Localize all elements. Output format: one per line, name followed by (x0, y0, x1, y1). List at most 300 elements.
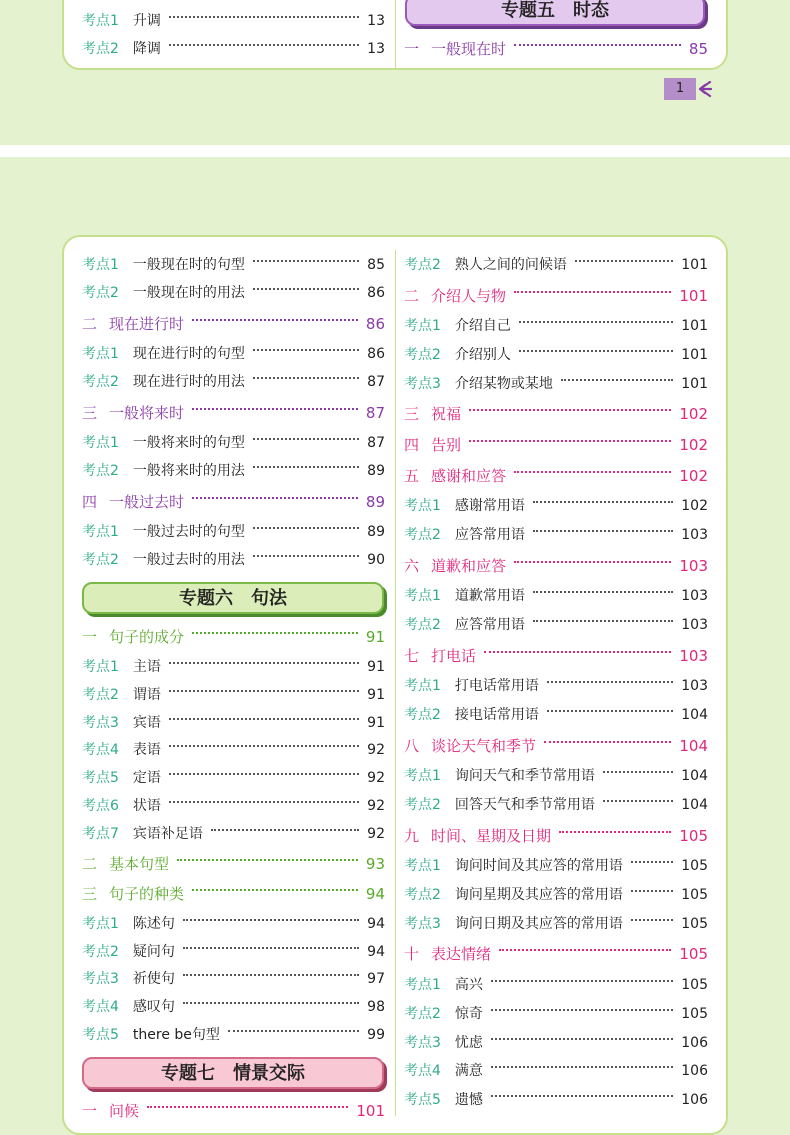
toc-entry[interactable] (82, 343, 385, 365)
entry-page: 92 (367, 742, 385, 759)
section-title: 道歉和应答 (431, 556, 507, 575)
toc-entry[interactable] (82, 521, 385, 543)
entry-page: 103 (681, 527, 708, 543)
entry-label: 考点2 (404, 887, 441, 903)
entry-title: 陈述句 (132, 915, 175, 932)
dot-leader (147, 1106, 348, 1108)
dot-leader (491, 1009, 673, 1011)
entry-title: 宾语补足语 (132, 825, 203, 842)
dot-leader (469, 440, 671, 442)
entry-label: 考点4 (82, 999, 119, 1016)
entry-page: 90 (367, 552, 385, 569)
entry-label: 考点1 (82, 13, 119, 29)
toc-entry[interactable] (404, 704, 708, 726)
toc-entry[interactable] (82, 371, 385, 393)
toc-entry[interactable] (404, 913, 708, 935)
section-title: 感谢和应答 (431, 466, 507, 485)
toc-entry[interactable] (82, 656, 385, 678)
section-number: 三 (82, 884, 98, 903)
dot-leader (519, 350, 673, 352)
section-number: 一 (82, 1102, 98, 1120)
dot-leader (519, 321, 673, 323)
dot-leader (192, 497, 358, 499)
toc-section[interactable] (82, 491, 385, 513)
entry-title: 表语 (132, 742, 161, 759)
dot-leader (631, 861, 673, 863)
toc-entry[interactable] (404, 765, 708, 787)
entry-page: 104 (681, 768, 708, 785)
dot-leader (631, 890, 673, 892)
dot-leader (169, 662, 359, 664)
dot-leader (544, 741, 671, 743)
toc-entry[interactable] (404, 524, 708, 546)
toc-entry[interactable] (82, 282, 385, 304)
section-number: 八 (404, 736, 420, 755)
entry-title: 介绍别人 (454, 347, 511, 363)
entry-label: 考点3 (404, 915, 441, 932)
section-number: 二 (404, 286, 420, 305)
section-title: 现在进行时 (109, 314, 185, 333)
entry-page: 89 (367, 524, 385, 540)
entry-title: 现在进行时的句型 (132, 346, 245, 362)
entry-title: 惊奇 (454, 1005, 483, 1022)
entry-label: 考点4 (82, 742, 119, 759)
entry-label: 考点5 (404, 1092, 441, 1109)
entry-label: 考点2 (404, 257, 441, 273)
dot-leader (169, 690, 359, 692)
entry-label: 考点2 (404, 797, 441, 813)
entry-page: 101 (681, 257, 708, 273)
section-page: 103 (679, 646, 708, 665)
entry-label: 考点2 (404, 707, 441, 723)
entry-title: 满意 (454, 1063, 483, 1080)
entry-label: 考点1 (82, 257, 119, 273)
entry-label: 考点2 (82, 285, 119, 302)
dot-leader (192, 632, 358, 634)
section-title: 问候 (109, 1102, 140, 1120)
toc-entry[interactable] (404, 1089, 708, 1111)
section-number: 四 (82, 492, 98, 511)
entry-label: 考点1 (404, 318, 441, 335)
dot-leader (491, 1095, 673, 1097)
section-number: 六 (404, 556, 420, 575)
section-page: 102 (679, 466, 708, 485)
dot-leader (469, 409, 671, 411)
entry-title: 介绍某物或某地 (454, 375, 553, 392)
toc-entry[interactable] (404, 254, 708, 276)
toc-section[interactable] (404, 943, 708, 965)
toc-entry[interactable] (82, 941, 385, 963)
toc-entry[interactable] (404, 614, 708, 636)
entry-title: 祈使句 (132, 971, 175, 988)
entry-label: 考点5 (82, 1027, 119, 1043)
section-title: 基本句型 (109, 854, 170, 873)
section-page: 94 (365, 884, 385, 903)
section-page: 91 (365, 628, 385, 646)
column-divider-top (395, 0, 396, 68)
page-gap (0, 145, 790, 157)
section-number: 三 (404, 405, 420, 424)
dot-leader (533, 530, 673, 532)
section-page: 86 (365, 314, 385, 333)
toc-section[interactable] (82, 883, 385, 905)
dot-leader (183, 1002, 359, 1004)
section-page: 104 (679, 736, 708, 755)
section-title: 表达情绪 (431, 945, 492, 964)
toc-section[interactable] (404, 465, 708, 487)
dot-leader (533, 501, 673, 503)
entry-title: 一般过去时的句型 (132, 524, 245, 540)
entry-label: 考点1 (82, 346, 119, 362)
section-title: 告别 (431, 436, 462, 454)
dot-leader (575, 260, 673, 262)
toc-entry[interactable] (404, 344, 708, 366)
toc-entry[interactable] (404, 1060, 708, 1082)
toc-section[interactable] (82, 402, 385, 424)
section-title: 一般将来时 (109, 403, 185, 422)
entry-page: 13 (367, 41, 385, 57)
toc-entry[interactable] (404, 794, 708, 816)
dot-leader (211, 829, 359, 831)
entry-label: 考点2 (82, 41, 119, 57)
topic-banner-7: 专题七 情景交际 (82, 1057, 384, 1089)
topic-banner-5: 专题五 时态 (405, 0, 705, 26)
dot-leader (253, 527, 359, 529)
section-number: 三 (82, 403, 98, 422)
dot-leader (547, 681, 673, 683)
entry-page: 99 (367, 1027, 385, 1043)
section-page: 102 (679, 405, 708, 424)
dot-leader (514, 561, 671, 563)
dot-leader (253, 466, 359, 468)
entry-label: 考点2 (404, 347, 441, 363)
section-title: 时间、星期及日期 (431, 826, 552, 845)
dot-leader (514, 44, 681, 46)
entry-page: 94 (367, 943, 385, 960)
toc-entry[interactable] (82, 10, 385, 32)
toc-section[interactable] (82, 853, 385, 875)
entry-label: 考点3 (404, 1034, 441, 1051)
dot-leader (169, 801, 359, 803)
entry-page: 92 (367, 798, 385, 814)
entry-label: 考点7 (82, 825, 119, 842)
dot-leader (253, 438, 359, 440)
section-page: 93 (365, 854, 385, 873)
entry-page: 86 (367, 346, 385, 362)
dot-leader (169, 718, 359, 720)
page-number-box: 1 (664, 78, 696, 100)
entry-label: 考点4 (404, 1063, 441, 1080)
toc-entry[interactable] (82, 432, 385, 454)
section-number: 二 (82, 314, 98, 333)
section-number: 十 (404, 945, 420, 964)
toc-entry[interactable] (82, 795, 385, 817)
dot-leader (183, 919, 359, 921)
dot-leader (491, 1038, 673, 1040)
toc-entry[interactable] (404, 855, 708, 877)
entry-title: 应答常用语 (454, 617, 525, 633)
dot-leader (491, 980, 673, 982)
entry-page: 106 (681, 1034, 708, 1051)
section-number: 五 (404, 466, 420, 485)
entry-label: 考点5 (82, 770, 119, 787)
entry-title: 应答常用语 (454, 527, 525, 543)
section-page: 105 (679, 826, 708, 845)
section-page: 102 (679, 436, 708, 454)
toc-entry[interactable] (404, 373, 708, 395)
entry-title: 一般过去时的用法 (132, 552, 245, 569)
dot-leader (603, 800, 673, 802)
entry-title: 询问日期及其应答的常用语 (454, 915, 623, 932)
section-number: 二 (82, 854, 98, 873)
entry-title: 一般将来时的用法 (132, 463, 245, 480)
column-divider (395, 250, 396, 1116)
section-title: 打电话 (431, 646, 477, 665)
entry-title: 高兴 (454, 977, 483, 993)
entry-label: 考点6 (82, 798, 119, 814)
entry-label: 考点1 (404, 498, 441, 515)
dot-leader (484, 651, 671, 653)
toc-entry[interactable] (404, 1003, 708, 1025)
dot-leader (547, 710, 673, 712)
entry-page: 92 (367, 770, 385, 787)
entry-page: 104 (681, 797, 708, 813)
entry-page: 105 (681, 977, 708, 993)
entry-page: 105 (681, 887, 708, 903)
section-title: 一般现在时 (431, 40, 507, 58)
section-page: 105 (679, 945, 708, 964)
entry-title: 宾语 (132, 714, 161, 731)
entry-label: 考点2 (82, 686, 119, 703)
topic-banner-6: 专题六 句法 (82, 582, 384, 614)
entry-label: 考点2 (82, 463, 119, 480)
toc-entry[interactable] (82, 549, 385, 571)
entry-title: 询问时间及其应答的常用语 (454, 858, 623, 875)
entry-title: 升调 (132, 13, 161, 29)
entry-title: 介绍自己 (454, 318, 511, 335)
entry-title: 一般将来时的句型 (132, 435, 245, 451)
entry-label: 考点2 (82, 374, 119, 391)
dot-leader (533, 620, 673, 622)
dot-leader (631, 919, 673, 921)
entry-page: 97 (367, 971, 385, 988)
toc-section[interactable] (404, 403, 708, 425)
entry-label: 考点3 (82, 971, 119, 988)
entry-page: 105 (681, 858, 708, 875)
entry-title: 疑问句 (132, 943, 175, 960)
entry-title: 道歉常用语 (454, 588, 525, 605)
arrow-icon (696, 80, 712, 98)
entry-page: 101 (681, 347, 708, 363)
section-number: 一 (404, 40, 420, 58)
entry-label: 考点1 (404, 858, 441, 875)
toc-entry[interactable] (82, 739, 385, 761)
section-title: 一般过去时 (109, 492, 185, 511)
entry-page: 85 (367, 257, 385, 273)
entry-title: 询问天气和季节常用语 (454, 768, 595, 785)
entry-title: 回答天气和季节常用语 (454, 797, 595, 813)
entry-page: 89 (367, 463, 385, 480)
toc-section[interactable] (82, 1100, 385, 1122)
toc-section[interactable] (82, 626, 385, 648)
entry-title: 感谢常用语 (454, 498, 525, 515)
entry-page: 91 (367, 686, 385, 703)
section-page: 101 (679, 286, 708, 305)
dot-leader (183, 974, 359, 976)
dot-leader (561, 379, 673, 381)
entry-page: 91 (367, 714, 385, 731)
toc-section[interactable] (404, 285, 708, 307)
entry-label: 考点1 (82, 659, 119, 675)
section-page: 85 (688, 40, 708, 58)
section-number: 一 (82, 628, 98, 646)
entry-page: 94 (367, 915, 385, 932)
entry-label: 考点1 (404, 678, 441, 695)
toc-entry[interactable] (404, 974, 708, 996)
section-title: 介绍人与物 (431, 286, 507, 305)
entry-title: 一般现在时的句型 (132, 257, 245, 273)
entry-page: 103 (681, 588, 708, 605)
entry-page: 91 (367, 659, 385, 675)
entry-page: 101 (681, 318, 708, 335)
toc-entry[interactable] (82, 996, 385, 1018)
section-page: 89 (365, 492, 385, 511)
toc-entry[interactable] (82, 913, 385, 935)
entry-page: 86 (367, 285, 385, 302)
entry-title: 降调 (132, 41, 161, 57)
entry-title: 忧虑 (454, 1034, 483, 1051)
toc-entry[interactable] (82, 823, 385, 845)
entry-page: 104 (681, 707, 708, 723)
dot-leader (169, 44, 359, 46)
dot-leader (253, 288, 359, 290)
toc-entry[interactable] (82, 684, 385, 706)
toc-entry[interactable] (404, 495, 708, 517)
entry-label: 考点1 (82, 915, 119, 932)
entry-label: 考点2 (82, 943, 119, 960)
entry-title: 感叹句 (132, 999, 175, 1016)
dot-leader (603, 771, 673, 773)
entry-page: 87 (367, 435, 385, 451)
entry-title: 打电话常用语 (454, 678, 539, 695)
entry-page: 106 (681, 1063, 708, 1080)
toc-entry[interactable] (82, 1024, 385, 1046)
entry-page: 103 (681, 617, 708, 633)
toc-entry[interactable] (82, 767, 385, 789)
entry-page: 87 (367, 374, 385, 391)
toc-entry[interactable] (82, 38, 385, 60)
dot-leader (177, 859, 358, 861)
section-title: 句子的种类 (109, 884, 185, 903)
toc-entry[interactable] (82, 712, 385, 734)
toc-entry[interactable] (404, 884, 708, 906)
entry-label: 考点1 (404, 588, 441, 605)
toc-section[interactable] (404, 434, 708, 456)
section-number: 四 (404, 436, 420, 454)
toc-entry[interactable] (404, 315, 708, 337)
entry-page: 102 (681, 498, 708, 515)
entry-title: there be句型 (132, 1027, 220, 1043)
entry-title: 接电话常用语 (454, 707, 539, 723)
entry-title: 状语 (132, 798, 161, 814)
entry-label: 考点2 (404, 617, 441, 633)
entry-title: 现在进行时的用法 (132, 374, 245, 391)
dot-leader (559, 831, 671, 833)
entry-label: 考点1 (404, 977, 441, 993)
dot-leader (169, 16, 359, 18)
section-title: 句子的成分 (109, 628, 185, 646)
entry-page: 98 (367, 999, 385, 1016)
entry-label: 考点2 (404, 1005, 441, 1022)
entry-label: 考点3 (404, 375, 441, 392)
dot-leader (253, 260, 359, 262)
toc-entry[interactable] (404, 675, 708, 697)
entry-page: 106 (681, 1092, 708, 1109)
entry-title: 遗憾 (454, 1092, 483, 1109)
dot-leader (192, 319, 358, 321)
section-page: 103 (679, 556, 708, 575)
toc-entry[interactable] (82, 968, 385, 990)
toc-section[interactable] (404, 645, 708, 667)
entry-page: 92 (367, 825, 385, 842)
entry-title: 询问星期及其应答的常用语 (454, 887, 623, 903)
dot-leader (533, 591, 673, 593)
section-title: 祝福 (431, 405, 462, 424)
entry-title: 谓语 (132, 686, 161, 703)
dot-leader (491, 1066, 673, 1068)
toc-entry[interactable] (404, 585, 708, 607)
dot-leader (192, 889, 358, 891)
dot-leader (253, 377, 359, 379)
dot-leader (192, 408, 358, 410)
toc-entry[interactable] (82, 460, 385, 482)
toc-section[interactable] (404, 555, 708, 577)
section-title: 谈论天气和季节 (431, 736, 537, 755)
section-number: 七 (404, 646, 420, 665)
entry-label: 考点2 (404, 527, 441, 543)
entry-page: 13 (367, 13, 385, 29)
entry-title: 熟人之间的问候语 (454, 257, 567, 273)
dot-leader (228, 1030, 359, 1032)
entry-label: 考点1 (82, 435, 119, 451)
toc-section[interactable] (404, 825, 708, 847)
toc-section[interactable] (82, 313, 385, 335)
toc-entry[interactable] (82, 254, 385, 276)
entry-label: 考点2 (82, 552, 119, 569)
entry-page: 103 (681, 678, 708, 695)
dot-leader (514, 471, 671, 473)
entry-label: 考点1 (82, 524, 119, 540)
dot-leader (169, 773, 359, 775)
entry-title: 主语 (132, 659, 161, 675)
dot-leader (183, 947, 359, 949)
toc-section[interactable] (404, 38, 708, 60)
entry-label: 考点3 (82, 714, 119, 731)
section-number: 九 (404, 826, 420, 845)
dot-leader (169, 745, 359, 747)
entry-page: 105 (681, 915, 708, 932)
entry-label: 考点1 (404, 768, 441, 785)
section-page: 101 (356, 1102, 385, 1120)
entry-page: 105 (681, 1005, 708, 1022)
entry-page: 101 (681, 375, 708, 392)
toc-section[interactable] (404, 735, 708, 757)
entry-title: 定语 (132, 770, 161, 787)
dot-leader (514, 291, 671, 293)
dot-leader (253, 349, 359, 351)
toc-entry[interactable] (404, 1032, 708, 1054)
dot-leader (253, 555, 359, 557)
